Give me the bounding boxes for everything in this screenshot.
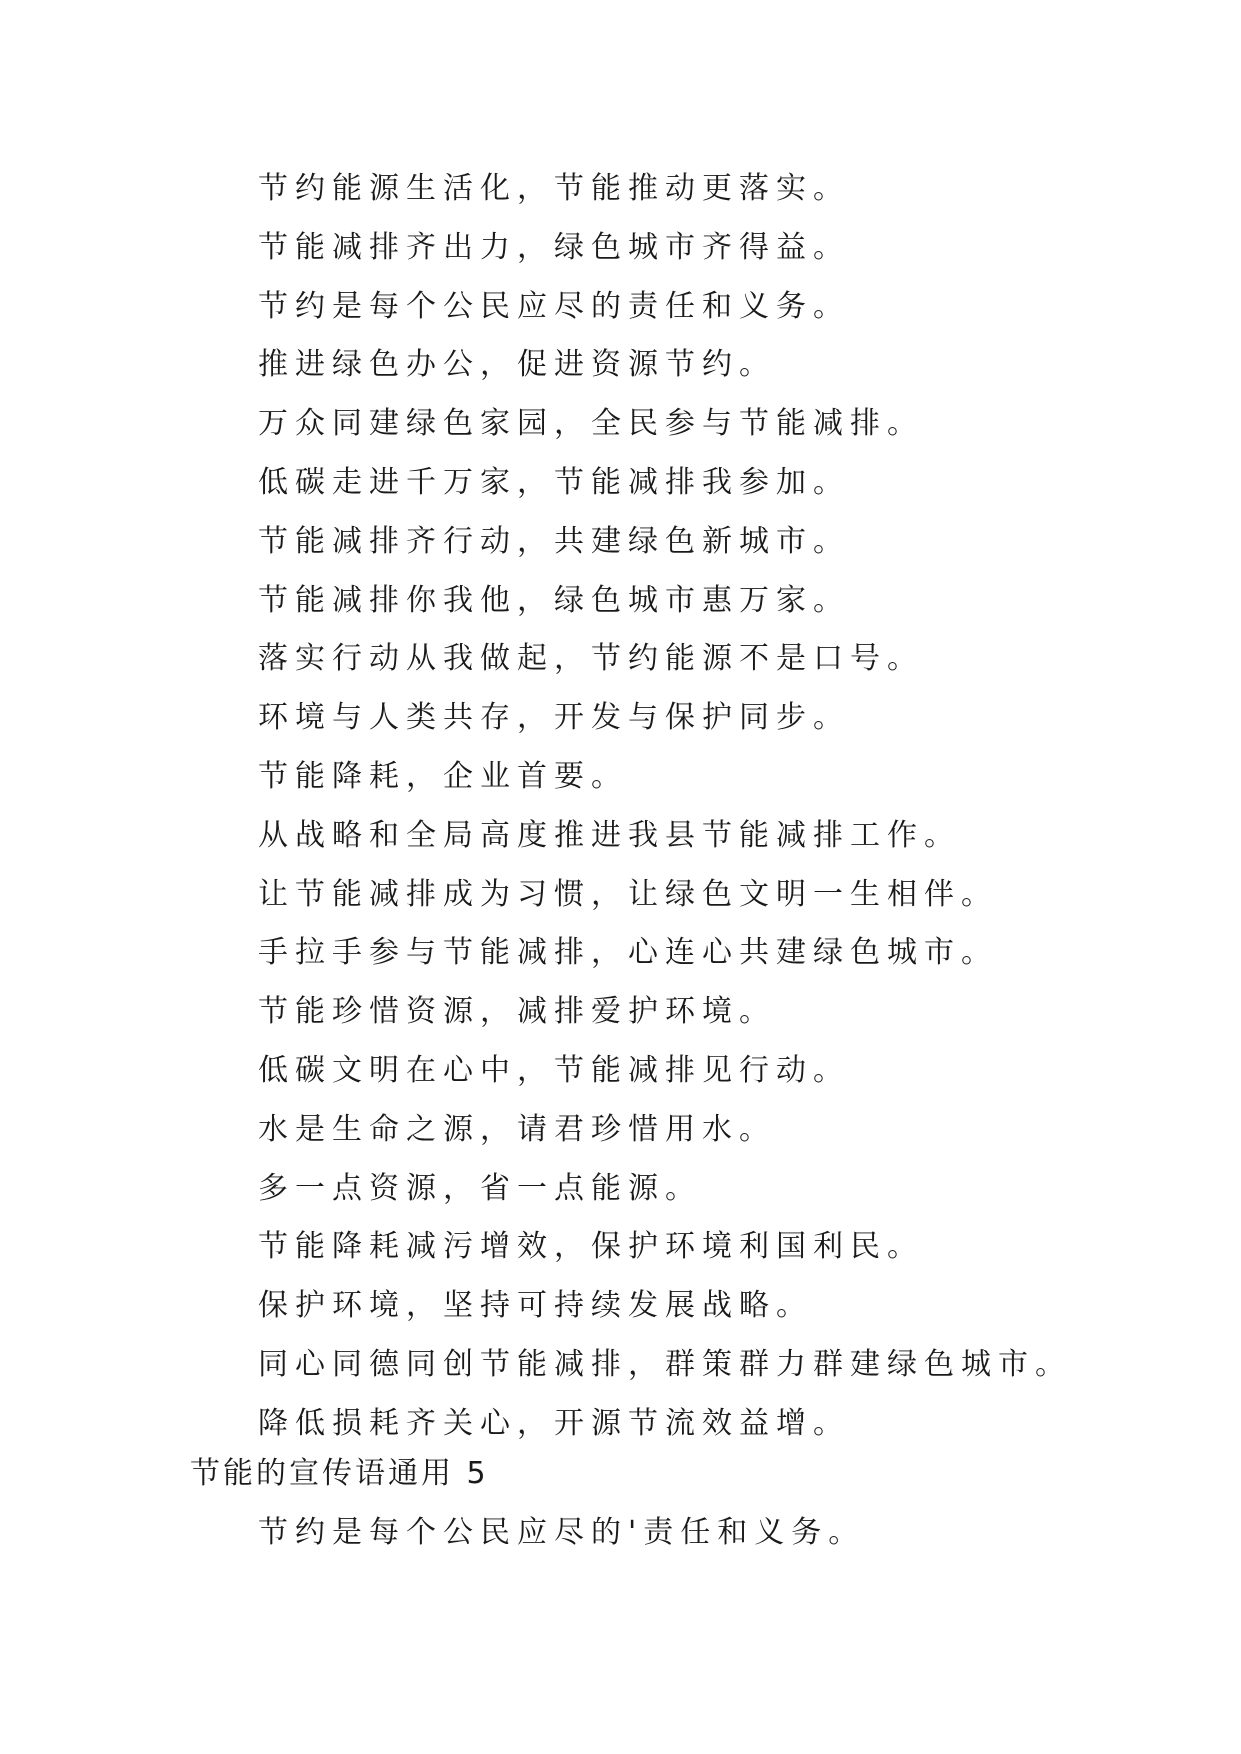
section-heading: 节能的宣传语通用 5 xyxy=(190,1456,489,1491)
slogan-line: 节约是每个公民应尽的'责任和义务。 xyxy=(258,1515,866,1550)
slogan-line: 多一点资源，省一点能源。 xyxy=(258,1170,702,1206)
slogan-line: 低碳走进千万家，节能减排我参加。 xyxy=(258,464,850,500)
slogan-line: 低碳文明在心中，节能减排见行动。 xyxy=(258,1052,850,1088)
slogan-line: 节能减排齐行动，共建绿色新城市。 xyxy=(258,523,850,559)
slogan-line: 节能降耗减污增效，保护环境利国利民。 xyxy=(258,1229,924,1265)
slogan-line: 落实行动从我做起，节约能源不是口号。 xyxy=(258,641,924,677)
slogan-line: 同心同德同创节能减排，群策群力群建绿色城市。 xyxy=(258,1346,1072,1382)
slogan-line: 节约能源生活化，节能推动更落实。 xyxy=(258,171,850,206)
slogan-line: 保护环境，坚持可持续发展战略。 xyxy=(258,1288,813,1324)
slogan-line: 水是生命之源，请君珍惜用水。 xyxy=(258,1111,776,1147)
slogan-line: 让节能减排成为习惯，让绿色文明一生相伴。 xyxy=(258,876,998,912)
slogan-list xyxy=(258,160,1072,1454)
slogan-line: 降低损耗齐关心，开源节流效益增。 xyxy=(258,1405,850,1441)
slogan-line: 节约是每个公民应尽的责任和义务。 xyxy=(258,288,850,324)
slogan-line: 推进绿色办公，促进资源节约。 xyxy=(258,347,776,383)
slogan-line: 节能珍惜资源，减排爱护环境。 xyxy=(258,994,776,1030)
slogan-line: 手拉手参与节能减排，心连心共建绿色城市。 xyxy=(258,935,998,971)
slogan-line: 从战略和全局高度推进我县节能减排工作。 xyxy=(258,817,961,853)
slogan-line: 环境与人类共存，开发与保护同步。 xyxy=(258,700,850,736)
slogan-line: 万众同建绿色家园，全民参与节能减排。 xyxy=(258,406,924,442)
slogan-line: 节能减排你我他，绿色城市惠万家。 xyxy=(258,582,850,618)
slogan-line: 节能降耗，企业首要。 xyxy=(258,758,628,794)
slogan-line: 节能减排齐出力，绿色城市齐得益。 xyxy=(258,229,850,265)
